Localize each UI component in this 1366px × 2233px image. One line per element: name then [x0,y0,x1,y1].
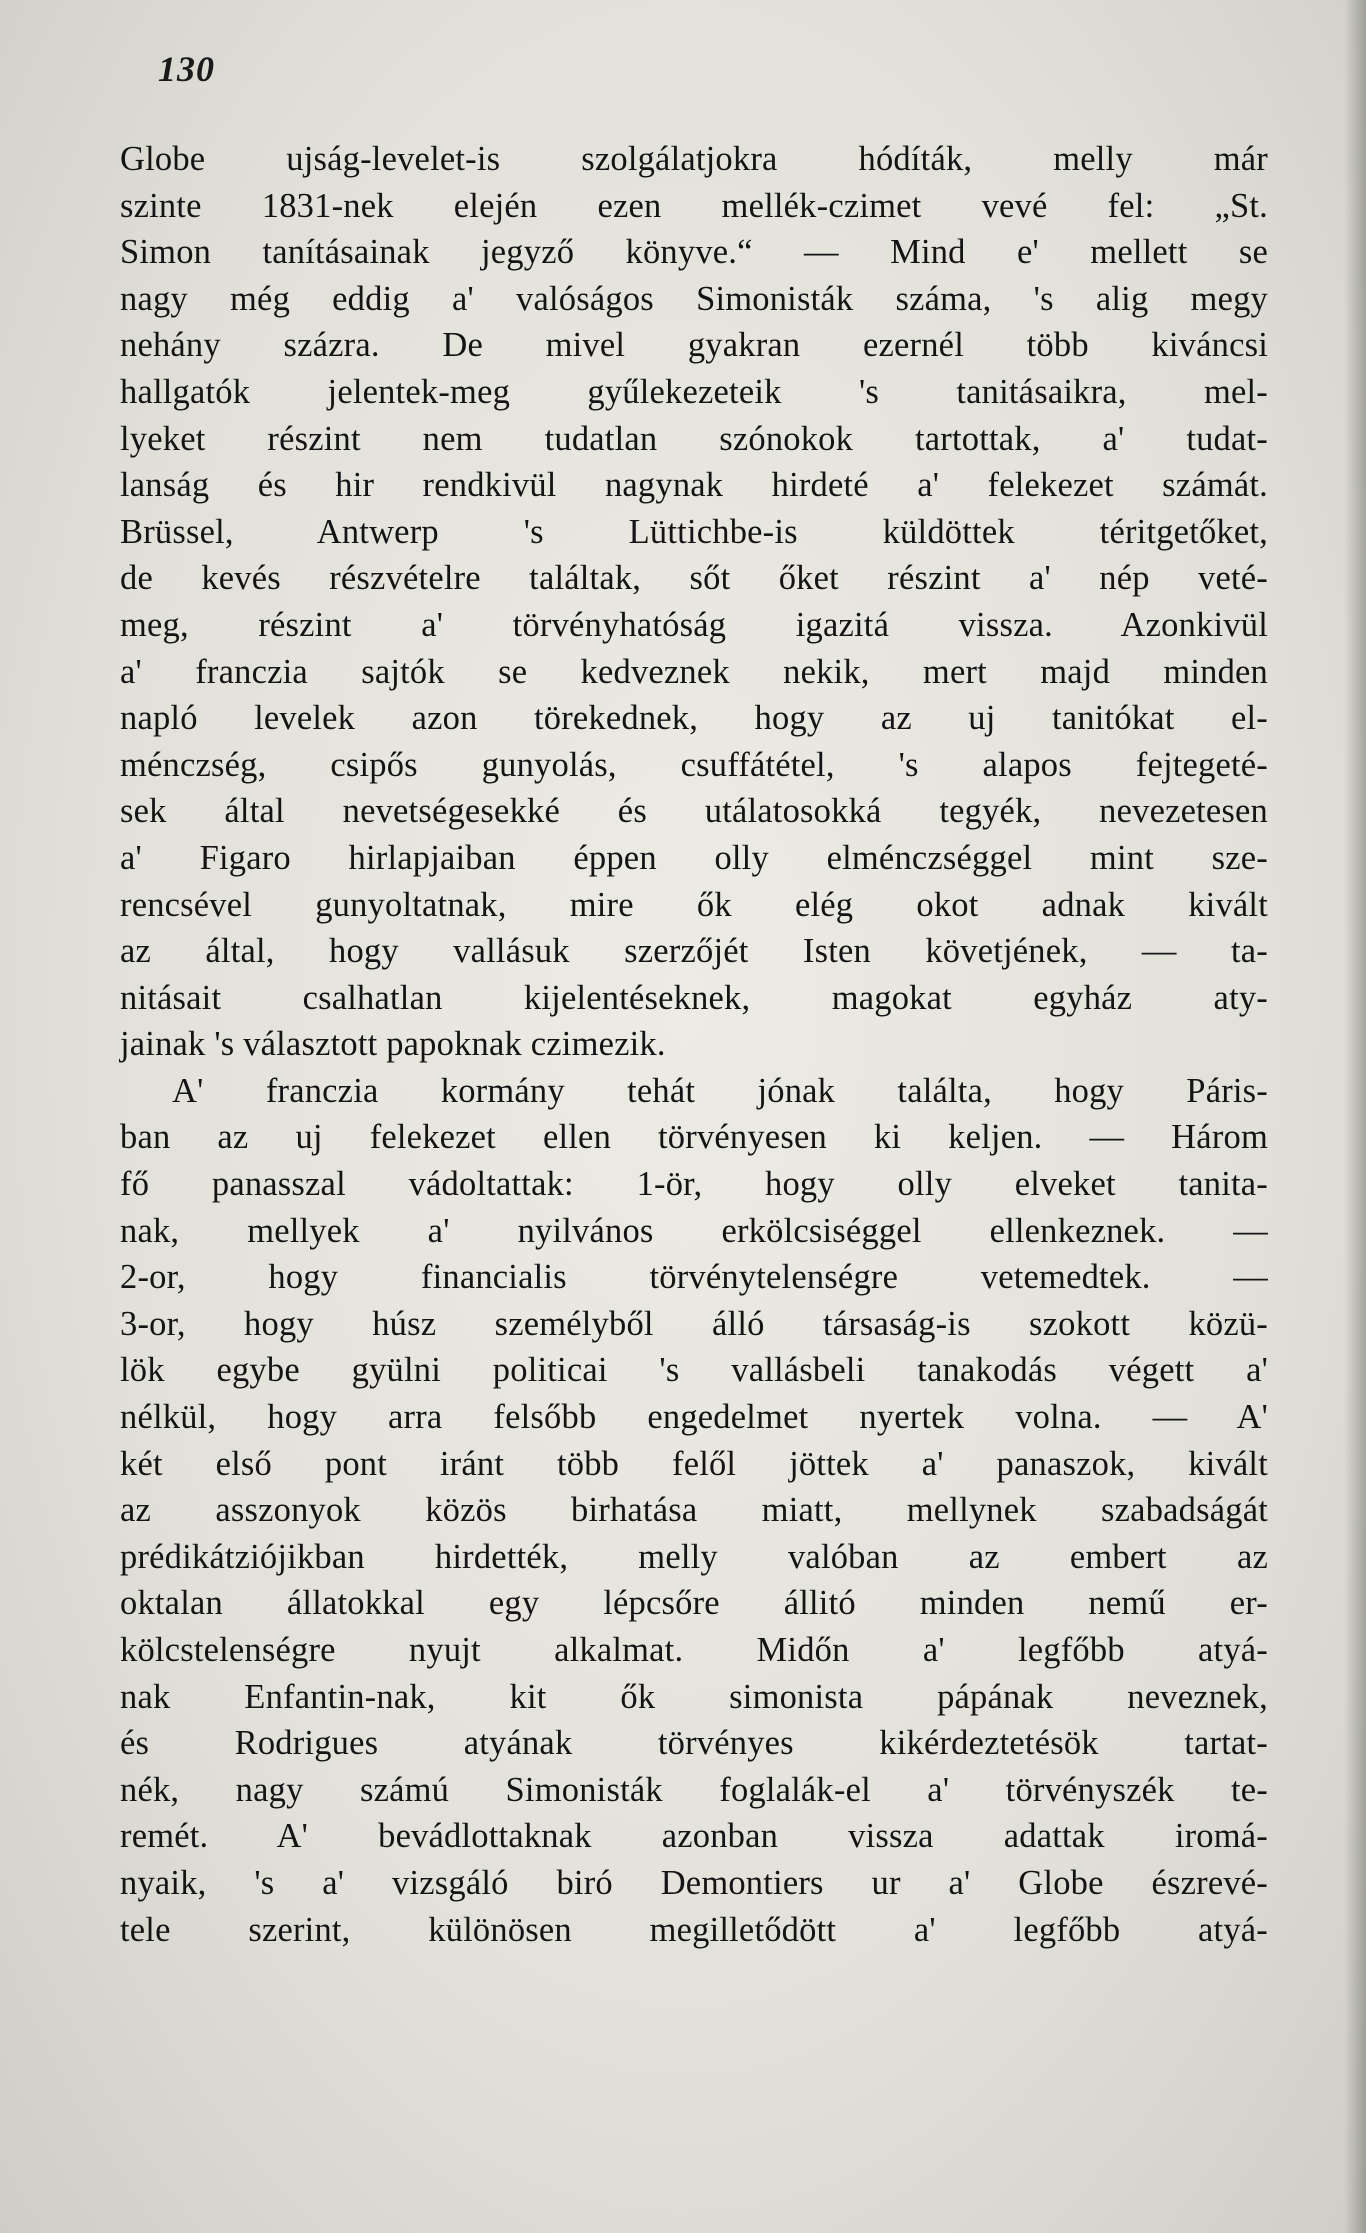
text-line: lök egybe gyülni politicai 's vallásbeli tanakodás végett a' [120,1351,1268,1390]
text-line: Globe ujság-levelet-is szolgálatjokra hódíták, melly már [120,140,1268,178]
text-line: de kevés részvételre találtak, sőt őket részint a' nép veté- [120,559,1268,598]
text-line: két első pont iránt több felől jöttek a' panaszok, kivált [120,1444,1268,1483]
text-line: Brüssel, Antwerp 's Lüttichbe-is küldöttek téritgetőket, [120,512,1268,551]
text-line: nélkül, hogy arra felsőbb engedelmet nyertek volna. — A' [120,1398,1268,1437]
text-line: meg, részint a' törvényhatóság igazitá vissza. Azonkivül [120,605,1268,644]
text-line: 2-or, hogy financialis törvénytelenségre vetemedtek. — [120,1258,1268,1297]
text-line: nyaik, 's a' vizsgáló biró Demontiers ur a' Globe észrevé- [120,1863,1268,1902]
text-line: lanság és hir rendkivül nagynak hirdeté a' felekezet számát. [120,466,1268,505]
text-line: prédikátziójikban hirdették, melly valóban az embert az [120,1537,1268,1576]
paragraph-end-line: jainak 's választott papoknak czimezik. [120,1025,666,1064]
text-line: kölcstelenségre nyujt alkalmat. Midőn a' legfőbb atyá- [120,1631,1268,1669]
text-line: nék, nagy számú Simonisták foglalák-el a' törvényszék te- [120,1770,1268,1809]
text-line: az asszonyok közös birhatása miatt, mellynek szabadságát [120,1491,1268,1530]
text-line: nitásait csalhatlan kijelentéseknek, magokat egyház aty- [120,978,1268,1017]
text-line: Simon tanításainak jegyző könyve.“ — Mind e' mellett se [120,233,1268,272]
text-line: remét. A' bevádlottaknak azonban vissza adattak iromá- [120,1817,1268,1856]
text-line: lyeket részint nem tudatlan szónokok tartottak, a' tudat- [120,419,1268,458]
text-line: a' Figaro hirlapjaiban éppen olly elménczséggel mint sze- [120,838,1268,877]
text-line: az által, hogy vallásuk szerzőjét Isten követjének, — ta- [120,932,1268,971]
text-line: szinte 1831-nek elején ezen mellék-czimet vevé fel: „St. [120,186,1268,225]
text-line: nehány százra. De mivel gyakran ezernél több kiváncsi [120,326,1268,365]
text-line: rencsével gunyoltatnak, mire ők elég okot adnak kivált [120,885,1268,924]
text-line: napló levelek azon törekednek, hogy az uj tanitókat el- [120,699,1268,738]
text-line: nak, mellyek a' nyilvános erkölcsiséggel ellenkeznek. — [120,1211,1268,1250]
text-line: ban az uj felekezet ellen törvényesen ki keljen. — Három [120,1118,1268,1157]
text-line: nagy még eddig a' valóságos Simonisták száma, 's alig megy [120,279,1268,318]
page-edge-shadow [1344,0,1366,2233]
page-number: 130 [158,49,215,89]
text-line: hallgatók jelentek-meg gyűlekezeteik 's tanitásaikra, mel- [120,372,1268,411]
text-line: tele szerint, különösen megilletődött a' legfőbb atyá- [120,1910,1268,1949]
text-line: sek által nevetségesekké és utálatosokká tegyék, nevezetesen [120,792,1268,831]
text-line: 3-or, hogy húsz személyből álló társaság-is szokott közü- [120,1304,1268,1343]
paragraph-start-line: A' franczia kormány tehát jónak találta, hogy Páris- [172,1071,1268,1110]
body-text [120,136,1268,1953]
text-line: fő panasszal vádoltattak: 1-ör, hogy olly elveket tanita- [120,1165,1268,1204]
text-line: nak Enfantin-nak, kit ők simonista pápának neveznek, [120,1677,1268,1716]
text-line: és Rodrigues atyának törvényes kikérdeztetésök tartat- [120,1724,1268,1763]
text-line: a' franczia sajtók se kedveznek nekik, mert majd minden [120,652,1268,691]
text-line: oktalan állatokkal egy lépcsőre állitó minden nemű er- [120,1584,1268,1623]
text-line: ménczség, csipős gunyolás, csuffátétel, 's alapos fejtegeté- [120,745,1268,784]
